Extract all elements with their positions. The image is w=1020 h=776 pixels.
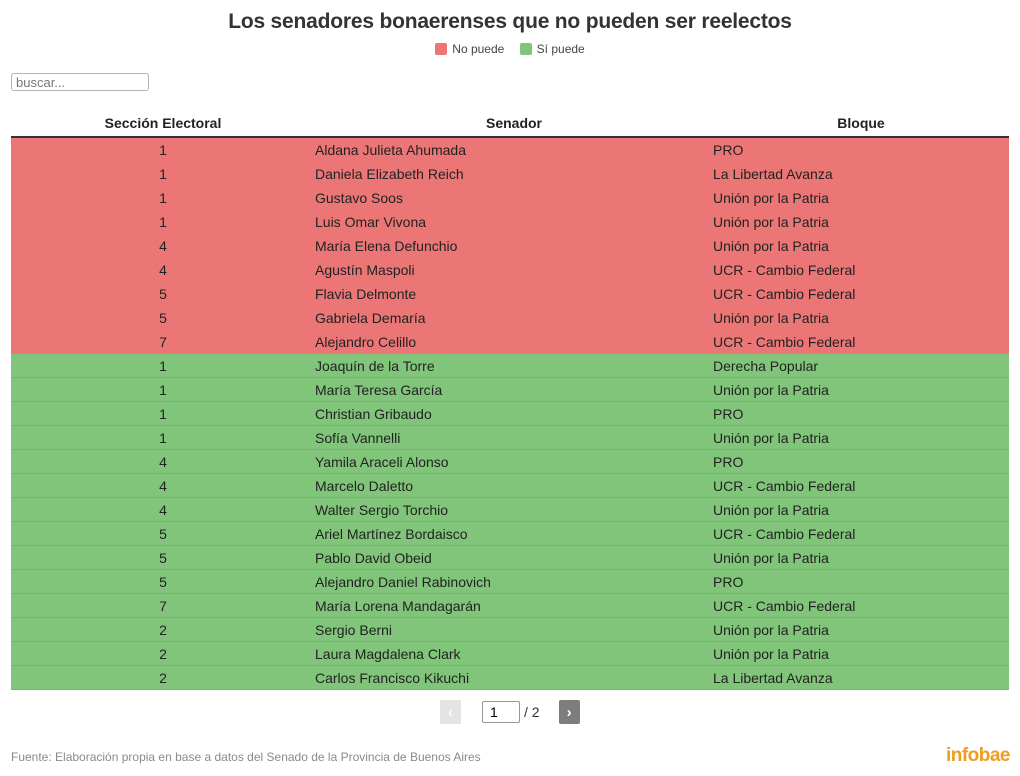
cell-senador: Sofía Vannelli <box>315 426 713 450</box>
table-row <box>11 210 1009 234</box>
cell-bloque: UCR - Cambio Federal <box>713 282 1009 306</box>
cell-bloque: Unión por la Patria <box>713 498 1009 522</box>
cell-bloque: PRO <box>713 137 1009 162</box>
column-header-seccion[interactable]: Sección Electoral <box>11 110 315 137</box>
cell-senador: Flavia Delmonte <box>315 282 713 306</box>
cell-senador: María Lorena Mandagarán <box>315 594 713 618</box>
cell-bloque: Unión por la Patria <box>713 234 1009 258</box>
cell-seccion: 7 <box>11 594 315 618</box>
cell-senador: Joaquín de la Torre <box>315 354 713 378</box>
cell-senador: Laura Magdalena Clark <box>315 642 713 666</box>
cell-senador: Ariel Martínez Bordaisco <box>315 522 713 546</box>
cell-seccion: 1 <box>11 402 315 426</box>
cell-seccion: 2 <box>11 618 315 642</box>
cell-senador: Agustín Maspoli <box>315 258 713 282</box>
legend-label-no-puede: No puede <box>452 42 505 56</box>
pagination <box>440 700 580 724</box>
cell-seccion: 4 <box>11 234 315 258</box>
cell-senador: Marcelo Daletto <box>315 474 713 498</box>
cell-senador: Walter Sergio Torchio <box>315 498 713 522</box>
cell-senador: Daniela Elizabeth Reich <box>315 162 713 186</box>
cell-bloque: Unión por la Patria <box>713 642 1009 666</box>
cell-senador: María Elena Defunchio <box>315 234 713 258</box>
column-header-senador[interactable]: Senador <box>315 110 713 137</box>
cell-senador: Luis Omar Vivona <box>315 210 713 234</box>
cell-seccion: 7 <box>11 330 315 354</box>
cell-seccion: 2 <box>11 666 315 690</box>
cell-seccion: 5 <box>11 570 315 594</box>
table-row <box>11 570 1009 594</box>
table-row <box>11 137 1009 162</box>
cell-seccion: 4 <box>11 474 315 498</box>
previous-page-button[interactable]: ‹ <box>440 700 461 724</box>
legend-item-si-puede <box>520 42 585 56</box>
table-row <box>11 378 1009 402</box>
cell-bloque: La Libertad Avanza <box>713 666 1009 690</box>
cell-bloque: Unión por la Patria <box>713 618 1009 642</box>
cell-bloque: UCR - Cambio Federal <box>713 330 1009 354</box>
table-row <box>11 186 1009 210</box>
table-row <box>11 330 1009 354</box>
page-number-input[interactable] <box>482 701 520 723</box>
cell-senador: María Teresa García <box>315 378 713 402</box>
table-row <box>11 426 1009 450</box>
cell-seccion: 4 <box>11 498 315 522</box>
table-row <box>11 594 1009 618</box>
table-header-row <box>11 110 1009 137</box>
table-row <box>11 258 1009 282</box>
table-row <box>11 282 1009 306</box>
cell-senador: Alejandro Celillo <box>315 330 713 354</box>
senators-table <box>11 110 1009 690</box>
cell-seccion: 1 <box>11 210 315 234</box>
brand-logo[interactable]: infobae <box>945 745 1010 766</box>
table-body <box>11 137 1009 690</box>
table-row <box>11 618 1009 642</box>
table-row <box>11 546 1009 570</box>
source-note: Fuente: Elaboración propia en base a datos del Senado de la Provincia de Buenos Aires <box>11 750 481 764</box>
cell-seccion: 5 <box>11 522 315 546</box>
legend-swatch-no-puede <box>435 43 447 55</box>
cell-senador: Pablo David Obeid <box>315 546 713 570</box>
cell-senador: Aldana Julieta Ahumada <box>315 137 713 162</box>
legend-label-si-puede: Sí puede <box>536 42 585 56</box>
cell-bloque: UCR - Cambio Federal <box>713 474 1009 498</box>
column-header-bloque[interactable]: Bloque <box>713 110 1009 137</box>
table-row <box>11 402 1009 426</box>
cell-bloque: UCR - Cambio Federal <box>713 258 1009 282</box>
cell-senador: Gabriela Demaría <box>315 306 713 330</box>
cell-bloque: Unión por la Patria <box>713 186 1009 210</box>
cell-senador: Yamila Araceli Alonso <box>315 450 713 474</box>
cell-seccion: 5 <box>11 282 315 306</box>
table-row <box>11 522 1009 546</box>
chart-title: Los senadores bonaerenses que no pueden ser reelectos <box>228 10 792 33</box>
cell-bloque: Unión por la Patria <box>713 426 1009 450</box>
legend <box>0 42 1020 58</box>
table-row <box>11 642 1009 666</box>
table-row <box>11 162 1009 186</box>
table-row <box>11 234 1009 258</box>
cell-senador: Alejandro Daniel Rabinovich <box>315 570 713 594</box>
cell-bloque: UCR - Cambio Federal <box>713 594 1009 618</box>
legend-swatch-si-puede <box>520 43 532 55</box>
cell-bloque: Unión por la Patria <box>713 546 1009 570</box>
legend-item-no-puede <box>435 42 504 56</box>
cell-senador: Carlos Francisco Kikuchi <box>315 666 713 690</box>
cell-seccion: 2 <box>11 642 315 666</box>
table-row <box>11 354 1009 378</box>
page-total: / 2 <box>524 704 540 720</box>
table-row <box>11 474 1009 498</box>
table-row <box>11 666 1009 690</box>
cell-seccion: 1 <box>11 162 315 186</box>
cell-senador: Gustavo Soos <box>315 186 713 210</box>
cell-seccion: 5 <box>11 306 315 330</box>
cell-seccion: 1 <box>11 426 315 450</box>
search-input[interactable] <box>11 73 149 91</box>
cell-bloque: Derecha Popular <box>713 354 1009 378</box>
cell-bloque: La Libertad Avanza <box>713 162 1009 186</box>
cell-seccion: 1 <box>11 186 315 210</box>
cell-bloque: Unión por la Patria <box>713 210 1009 234</box>
cell-bloque: PRO <box>713 402 1009 426</box>
cell-seccion: 5 <box>11 546 315 570</box>
cell-bloque: PRO <box>713 450 1009 474</box>
cell-senador: Sergio Berni <box>315 618 713 642</box>
cell-seccion: 4 <box>11 258 315 282</box>
cell-seccion: 4 <box>11 450 315 474</box>
cell-seccion: 1 <box>11 378 315 402</box>
cell-bloque: UCR - Cambio Federal <box>713 522 1009 546</box>
cell-seccion: 1 <box>11 354 315 378</box>
table-row <box>11 498 1009 522</box>
table-row <box>11 306 1009 330</box>
cell-bloque: Unión por la Patria <box>713 306 1009 330</box>
cell-senador: Christian Gribaudo <box>315 402 713 426</box>
cell-bloque: PRO <box>713 570 1009 594</box>
next-page-button[interactable]: › <box>559 700 580 724</box>
cell-bloque: Unión por la Patria <box>713 378 1009 402</box>
table-row <box>11 450 1009 474</box>
cell-seccion: 1 <box>11 137 315 162</box>
